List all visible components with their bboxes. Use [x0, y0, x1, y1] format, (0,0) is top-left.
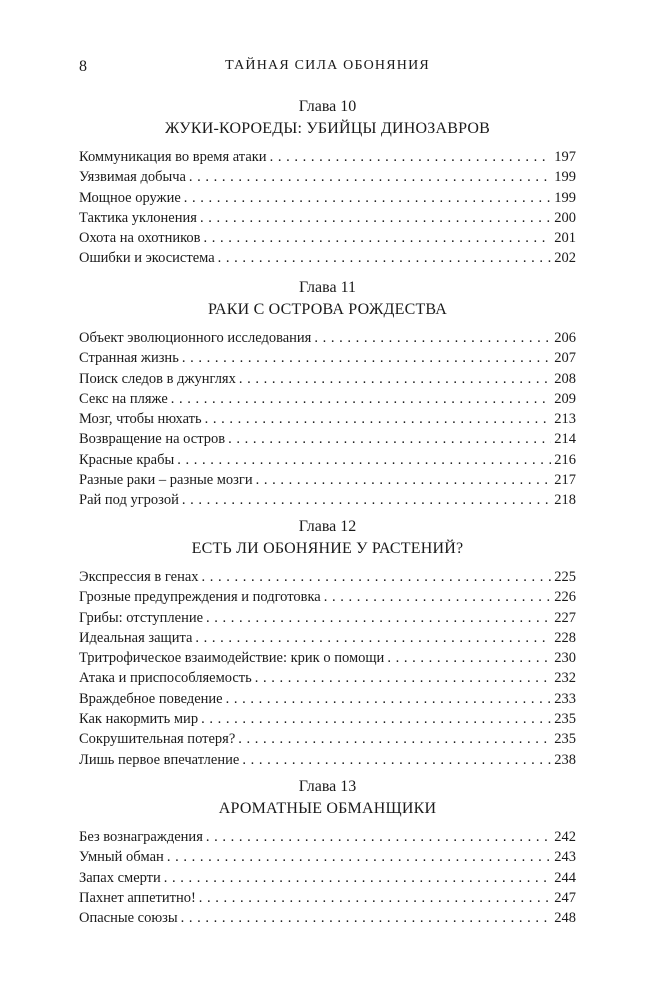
toc-entry-title: Пахнет аппетитно! [79, 889, 196, 906]
toc-entry-page-number: 202 [554, 250, 576, 267]
toc-entry [79, 328, 576, 348]
toc-entry-page-number: 232 [554, 670, 576, 687]
dot-leader [256, 470, 552, 490]
toc-entry [79, 908, 576, 928]
dot-leader [202, 567, 552, 587]
toc-entry-list [79, 147, 576, 269]
dot-leader [204, 228, 552, 248]
toc-entry-title: Рай под угрозой [79, 492, 179, 509]
dot-leader [314, 328, 551, 348]
toc-entry-title: Мозг, чтобы нюхать [79, 411, 202, 428]
dot-leader [242, 750, 551, 770]
toc-entry-page-number: 230 [554, 650, 576, 667]
dot-leader [387, 648, 551, 668]
toc-entry [79, 827, 576, 847]
toc-entry-page-number: 244 [554, 869, 576, 886]
toc-entry-page-number: 235 [554, 711, 576, 728]
toc-entry-title: Как накормить мир [79, 711, 199, 728]
toc-entry-page-number: 209 [554, 390, 576, 407]
toc-entry-page-number: 235 [554, 731, 576, 748]
toc-entry-page-number: 217 [554, 472, 576, 489]
toc-entry-page-number: 225 [554, 569, 576, 585]
toc-entry [79, 147, 576, 167]
toc-entry [79, 228, 576, 248]
toc-entry-page-number: 200 [554, 209, 576, 226]
toc-entry-page-number: 243 [554, 849, 576, 866]
toc-entry-title: Поиск следов в джунглях [79, 370, 236, 387]
toc-entry-title: Грибы: отступление [79, 609, 204, 626]
toc-entry-page-number: 242 [554, 829, 576, 845]
chapter-label: Глава 11 [299, 279, 356, 296]
dot-leader [177, 450, 551, 470]
toc-entry [79, 208, 576, 228]
dot-leader [164, 868, 551, 888]
toc-entry-title: Странная жизнь [79, 350, 179, 367]
chapter-13-section [79, 777, 576, 928]
toc-entry [79, 868, 576, 888]
chapter-10-section [79, 97, 576, 269]
toc-entry [79, 847, 576, 867]
toc-entry-title: Сокрушительная потеря? [79, 731, 236, 748]
toc-entry [79, 429, 576, 449]
toc-entry-page-number: 208 [554, 370, 576, 387]
toc-entry-page-number: 197 [554, 149, 576, 165]
toc-entry-page-number: 233 [554, 690, 576, 707]
toc-entry [79, 450, 576, 470]
toc-entry [79, 888, 576, 908]
dot-leader [324, 587, 552, 607]
toc-entry [79, 409, 576, 429]
toc-entry-title: Мощное оружие [79, 189, 181, 206]
dot-leader [200, 208, 551, 228]
dot-leader [270, 147, 552, 167]
toc-entry-title: Умный обман [79, 849, 164, 866]
toc-entry-title: Атака и приспособляемость [79, 670, 252, 687]
toc-entry-title: Охота на охотников [79, 230, 201, 247]
chapter-title: АРОМАТНЫЕ ОБМАНЩИКИ [218, 800, 437, 817]
toc-entry-page-number: 247 [554, 889, 576, 906]
toc-entry-title: Возвращение на остров [79, 431, 226, 448]
page-number: 8 [79, 58, 87, 75]
toc-entry-title: Лишь первое впечатление [79, 751, 240, 768]
toc-entry-page-number: 214 [554, 431, 576, 448]
toc-entry-page-number: 199 [554, 169, 576, 186]
toc-entry-title: Коммуникация во время атаки [79, 149, 267, 165]
dot-leader [206, 827, 551, 847]
dot-leader [199, 888, 551, 908]
chapter-title: ЕСТЬ ЛИ ОБОНЯНИЕ У РАСТЕНИЙ? [191, 540, 464, 557]
toc-entry-page-number: 201 [554, 230, 576, 247]
toc-entry-title: Идеальная защита [79, 629, 193, 646]
toc-entry-title: Экспрессия в генах [79, 569, 199, 585]
toc-entry [79, 369, 576, 389]
dot-leader [206, 608, 551, 628]
toc-entry-page-number: 228 [554, 629, 576, 646]
toc-entry-list [79, 827, 576, 928]
toc-entry [79, 750, 576, 770]
dot-leader [218, 248, 552, 268]
toc-entry-page-number: 218 [554, 492, 576, 509]
toc-entry-page-number: 216 [554, 451, 576, 468]
dot-leader [239, 369, 551, 389]
toc-entry [79, 587, 576, 607]
dot-leader [226, 689, 552, 709]
toc-entry-title: Тритрофическое взаимодействие: крик о помощи [79, 650, 385, 667]
toc-entry [79, 248, 576, 268]
running-head [79, 58, 576, 78]
toc-entry [79, 389, 576, 409]
dot-leader [238, 729, 551, 749]
dot-leader [205, 409, 552, 429]
toc-entry-title: Запах смерти [79, 869, 161, 886]
toc-entry [79, 709, 576, 729]
dot-leader [182, 490, 551, 510]
toc-entry [79, 628, 576, 648]
dot-leader [171, 389, 551, 409]
toc-entry-title: Разные раки – разные мозги [79, 472, 253, 489]
dot-leader [181, 908, 552, 928]
dot-leader [228, 429, 551, 449]
dot-leader [182, 348, 551, 368]
toc-entry-title: Объект эволюционного исследования [79, 330, 312, 346]
toc-entry [79, 648, 576, 668]
toc-entry [79, 668, 576, 688]
dot-leader [167, 847, 551, 867]
dot-leader [195, 628, 551, 648]
chapter-label: Глава 10 [298, 98, 357, 115]
toc-entry-page-number: 248 [554, 910, 576, 927]
toc-entry [79, 608, 576, 628]
toc-entry-page-number: 199 [554, 189, 576, 206]
dot-leader [189, 167, 551, 187]
toc-entry-title: Тактика уклонения [79, 209, 197, 226]
toc-entry [79, 188, 576, 208]
toc-entry-title: Красные крабы [79, 451, 175, 468]
toc-entry-list [79, 567, 576, 770]
dot-leader [184, 188, 551, 208]
toc-entry-title: Враждебное поведение [79, 690, 223, 707]
running-title: ТАЙНАЯ СИЛА ОБОНЯНИЯ [225, 58, 430, 73]
toc-entry [79, 689, 576, 709]
toc-entry [79, 567, 576, 587]
chapter-11-section [79, 278, 576, 511]
toc-entry [79, 348, 576, 368]
dot-leader [201, 709, 551, 729]
toc-entry-list [79, 328, 576, 511]
toc-entry-title: Ошибки и экосистема [79, 250, 215, 267]
toc-entry-title: Уязвимая добыча [79, 169, 186, 186]
toc-entry-title: Без вознаграждения [79, 829, 203, 845]
chapter-title: ЖУКИ-КОРОЕДЫ: УБИЙЦЫ ДИНОЗАВРОВ [164, 120, 491, 137]
toc-entry [79, 167, 576, 187]
toc-entry-page-number: 206 [554, 330, 576, 346]
toc-entry-title: Секс на пляже [79, 390, 168, 407]
toc-entry [79, 729, 576, 749]
toc-entry-title: Грозные предупреждения и подготовка [79, 589, 321, 606]
toc-entry-page-number: 213 [554, 411, 576, 428]
toc-entry-page-number: 207 [554, 350, 576, 367]
toc-entry [79, 470, 576, 490]
toc-entry-page-number: 227 [554, 609, 576, 626]
chapter-label: Глава 12 [298, 518, 357, 535]
toc-entry-page-number: 226 [554, 589, 576, 606]
chapter-title: РАКИ С ОСТРОВА РОЖДЕСТВА [207, 301, 448, 318]
toc-entry [79, 490, 576, 510]
toc-entry-title: Опасные союзы [79, 910, 178, 927]
chapter-12-section [79, 517, 576, 770]
chapter-label: Глава 13 [298, 778, 357, 795]
dot-leader [255, 668, 551, 688]
toc-entry-page-number: 238 [554, 751, 576, 768]
